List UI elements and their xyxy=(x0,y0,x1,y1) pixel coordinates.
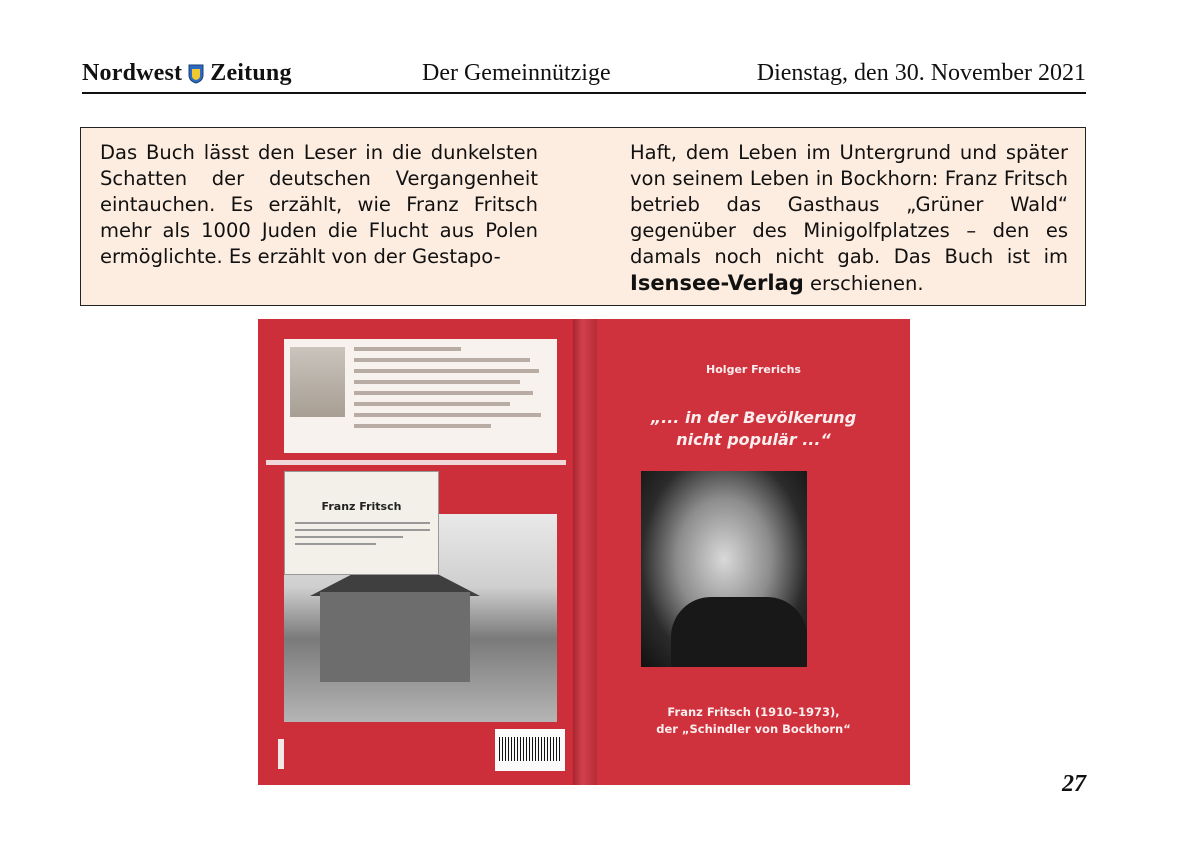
publisher-logo xyxy=(278,739,348,769)
book-front-cover xyxy=(597,319,910,785)
article-right-column xyxy=(630,140,1068,297)
masthead-right: Zeitung xyxy=(210,60,292,86)
barcode-bars xyxy=(499,737,561,761)
page-header xyxy=(82,58,1086,94)
newspaper-masthead xyxy=(82,60,292,87)
isbn-barcode xyxy=(495,729,565,771)
series-line xyxy=(266,460,566,465)
cover-subtitle-line2: der „Schindler von Bockhorn“ xyxy=(656,722,851,736)
cover-subtitle-line1: Franz Fritsch (1910–1973), xyxy=(667,705,840,719)
cover-title-line1: „... in der Bevölkerung xyxy=(650,408,857,427)
author-photo xyxy=(290,347,345,417)
publisher-name: Isensee-Verlag xyxy=(630,271,804,295)
book-back-cover xyxy=(258,319,573,785)
issue-date: Dienstag, den 30. November 2021 xyxy=(756,60,1086,86)
cover-title xyxy=(597,407,910,451)
masthead-left: Nordwest xyxy=(82,60,183,86)
page-number: 27 xyxy=(1062,771,1086,797)
coat-of-arms-icon xyxy=(188,64,204,84)
portrait-suit xyxy=(671,597,807,667)
author-info-card xyxy=(284,339,557,453)
cover-subtitle xyxy=(597,704,910,738)
obituary-name: Franz Fritsch xyxy=(321,500,402,513)
obituary-lines xyxy=(295,522,430,550)
article-left-column: Das Buch lässt den Leser in die dunkelsten Schatten der deutschen Vergangenheit eintauchen. Es erzählt, wie Franz Fritsch mehr als 1000 Juden die Flucht aus Polen ermöglichte. Es erzählt von der Gestapo- xyxy=(100,141,538,268)
obituary-clipping xyxy=(284,471,439,575)
cover-portrait xyxy=(641,471,807,667)
article-textbox xyxy=(80,127,1086,306)
book-spine xyxy=(573,319,597,785)
author-bio-lines xyxy=(354,347,549,435)
section-title: Der Gemeinnützige xyxy=(422,60,611,86)
inn-building xyxy=(320,592,470,682)
cover-author: Holger Frerichs xyxy=(706,363,801,376)
article-ending: erschienen. xyxy=(810,272,924,295)
article-right-text: Haft, dem Leben im Untergrund und später von seinem Leben in Bockhorn: Franz Fritsch betrieb das Gasthaus „Grüner Wald“ gegenüber des Minigolfplatzes – den es damals noch nicht gab. Das Buch ist im xyxy=(630,141,1068,268)
book-cover-photo xyxy=(258,319,910,785)
cover-title-line2: nicht populär ...“ xyxy=(676,430,831,449)
